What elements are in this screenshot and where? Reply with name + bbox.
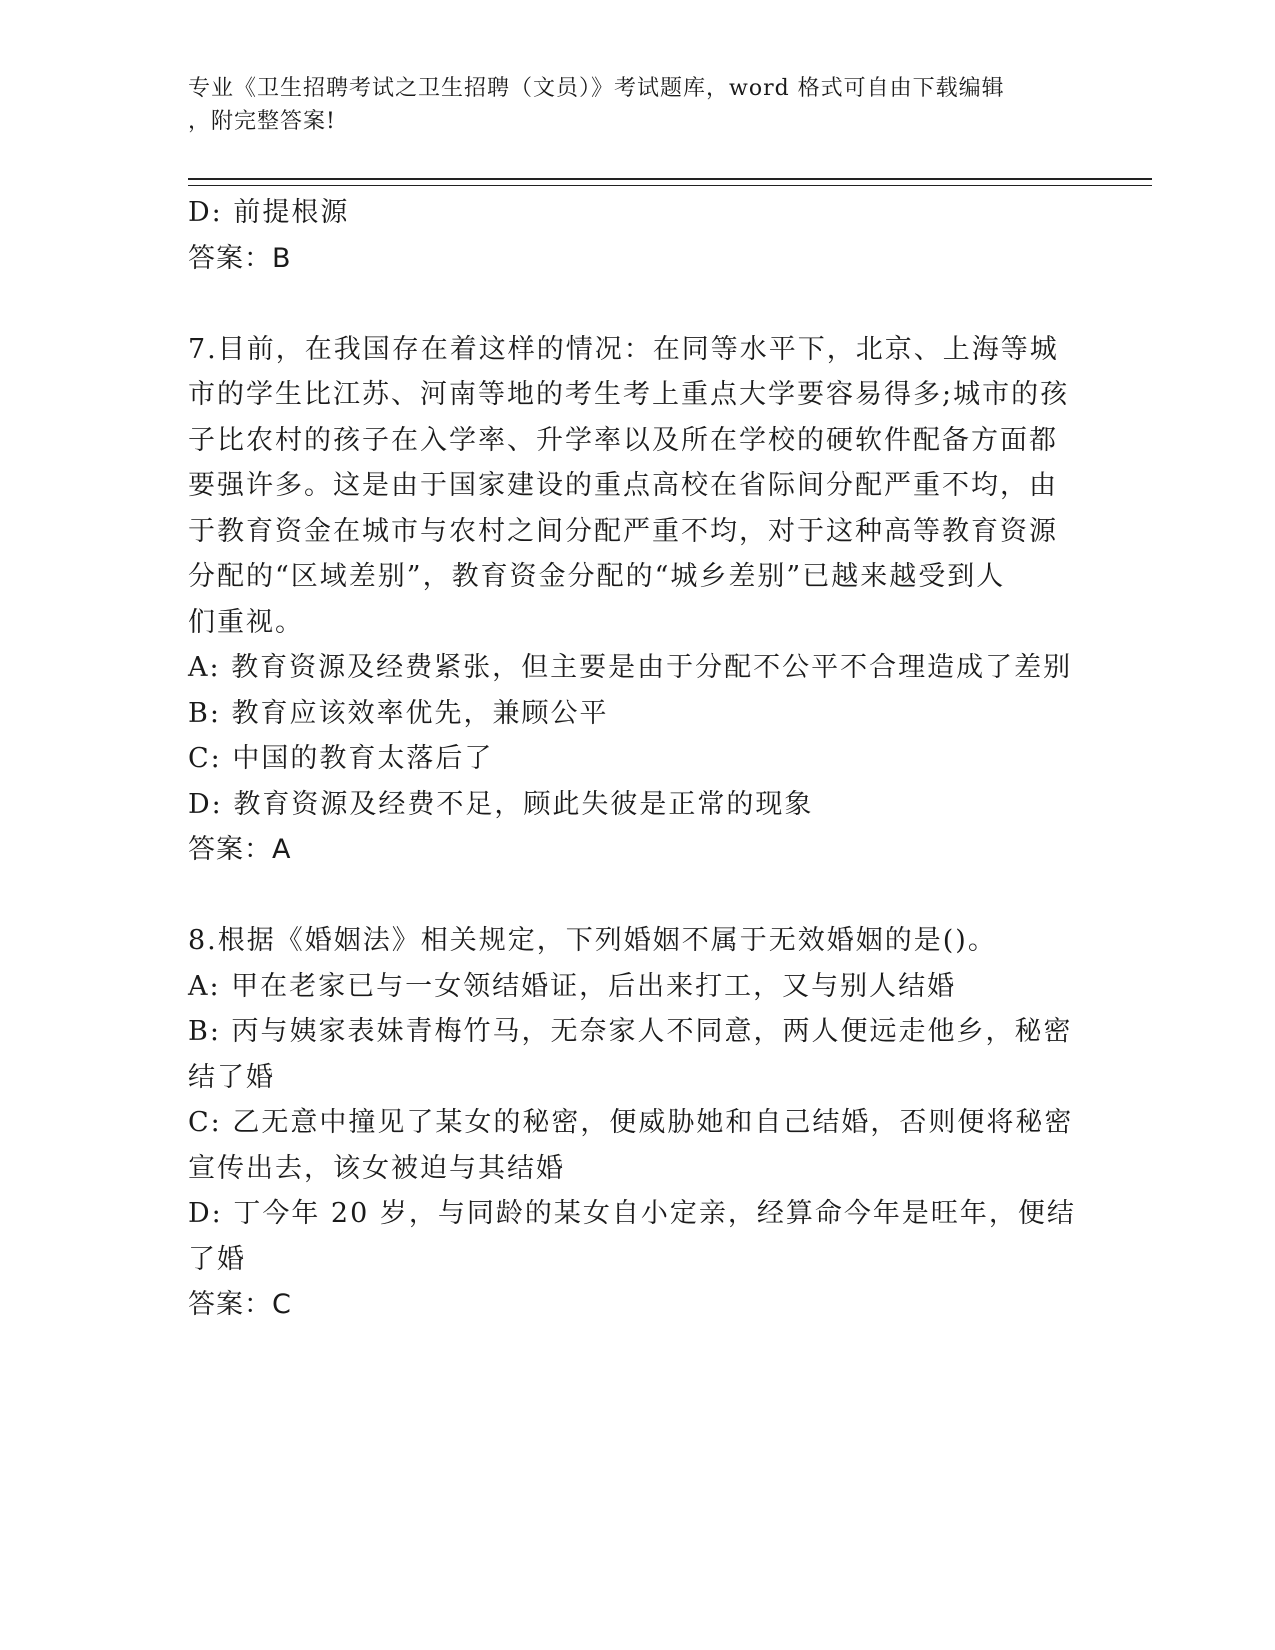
- spacer: [188, 873, 1088, 919]
- question-stem-line: 分配的“区域差别”，教育资金分配的“城乡差别”已越来越受到人: [188, 561, 1006, 592]
- option-a: A: 甲在老家已与一女领结婚证，后出来打工，又与别人结婚: [188, 970, 957, 1002]
- question-8: [188, 918, 1088, 1328]
- option-d: D: 教育资源及经费不足，顾此失彼是正常的现象: [188, 788, 814, 820]
- answer-line: 答案：B: [188, 242, 292, 274]
- answer-line: 答案：C: [188, 1289, 292, 1320]
- question-stem-line: 们重视。: [188, 606, 304, 638]
- option-c-line: 宣传出去，该女被迫与其结婚: [188, 1152, 565, 1184]
- previous-question-tail: [188, 190, 1088, 281]
- document-body: [188, 190, 1088, 1328]
- header-divider: [188, 178, 1152, 186]
- question-stem-line: 7.目前，在我国存在着这样的情况：在同等水平下，北京、上海等城: [188, 333, 1059, 365]
- option-a: A: 教育资源及经费紧张，但主要是由于分配不公平不合理造成了差别: [188, 652, 1073, 683]
- option-d: D: 前提根源: [188, 197, 350, 228]
- question-stem-line: 市的学生比江苏、河南等地的考生考上重点大学要容易得多;城市的孩: [188, 379, 1070, 410]
- answer-line: 答案：A: [188, 834, 292, 865]
- question-stem: 8.根据《婚姻法》相关规定，下列婚姻不属于无效婚姻的是()。: [188, 925, 997, 956]
- question-stem-line: 要强许多。这是由于国家建设的重点高校在省际间分配严重不均，由: [188, 470, 1058, 501]
- option-b-line: 结了婚: [188, 1061, 275, 1093]
- question-stem-line: 子比农村的孩子在入学率、升学率以及所在学校的硬软件配备方面都: [188, 424, 1058, 456]
- option-b-line: B: 丙与姨家表妹青梅竹马，无奈家人不同意，两人便远走他乡，秘密: [188, 1016, 1073, 1047]
- document-header: [188, 72, 1068, 138]
- option-d-line: D: 丁今年 20 岁，与同龄的某女自小定亲，经算命今年是旺年，便结: [188, 1198, 1076, 1229]
- option-c: C: 中国的教育太落后了: [188, 743, 494, 774]
- option-c-line: C: 乙无意中撞见了某女的秘密，便威胁她和自己结婚，否则便将秘密: [188, 1107, 1074, 1138]
- spacer: [188, 281, 1088, 327]
- question-stem-line: 于教育资金在城市与农村之间分配严重不均，对于这种高等教育资源: [188, 515, 1058, 547]
- option-b: B: 教育应该效率优先，兼顾公平: [188, 697, 609, 729]
- header-line-2: ，附完整答案!: [188, 109, 336, 134]
- question-7: [188, 327, 1088, 873]
- option-d-line: 了婚: [188, 1243, 246, 1275]
- header-line-1: 专业《卫生招聘考试之卫生招聘（文员）》考试题库，word 格式可自由下载编辑: [188, 76, 1005, 101]
